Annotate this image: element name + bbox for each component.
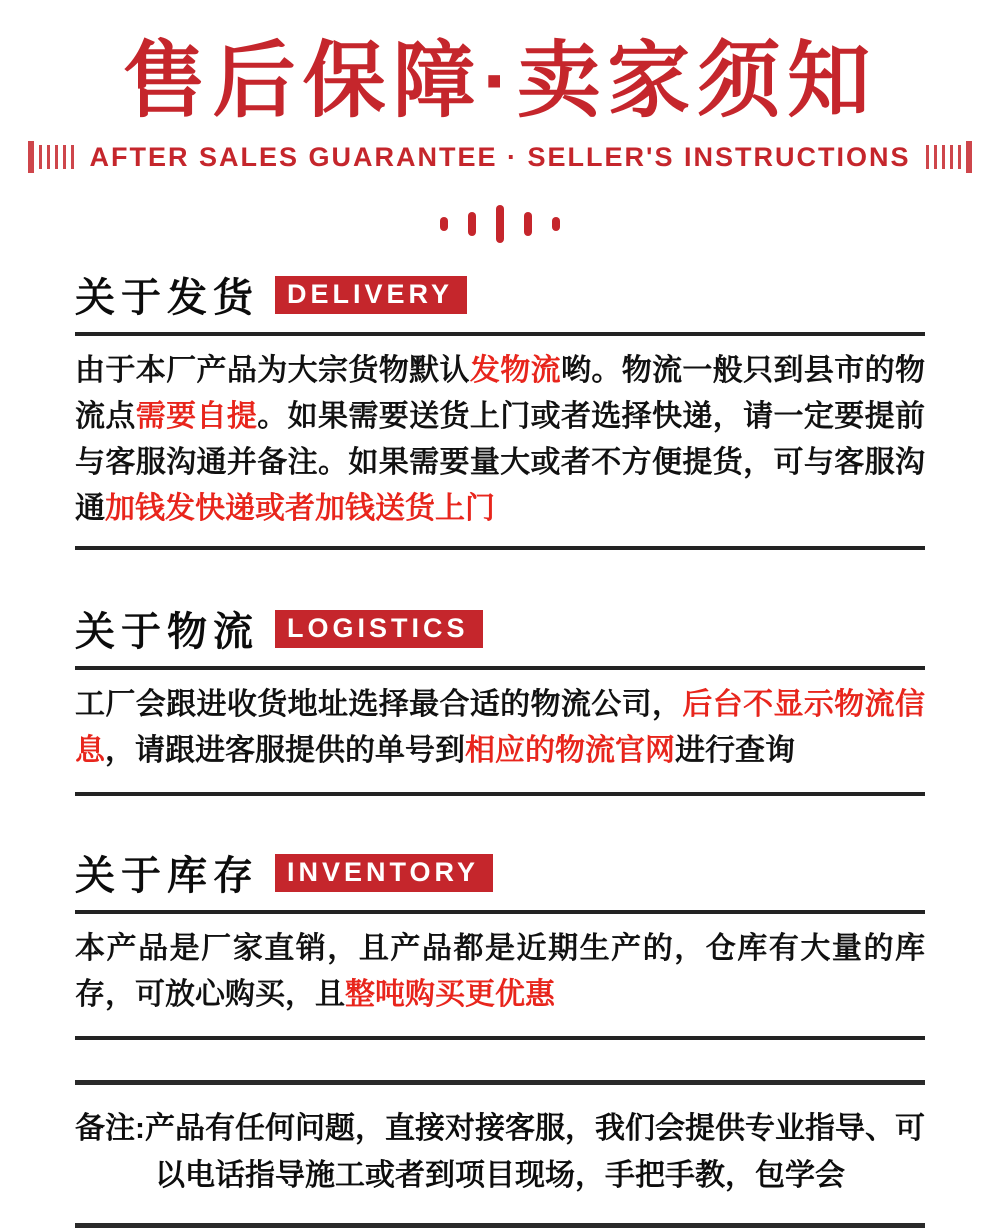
highlight-text: 整吨购买更优惠	[345, 978, 555, 1012]
section-logistics	[75, 600, 925, 796]
divider-line	[75, 546, 925, 550]
section-logistics-badge: LOGISTICS	[275, 610, 483, 648]
body-text: 进行查询	[675, 734, 795, 768]
banner	[0, 0, 1000, 244]
divider-bars-icon	[0, 204, 1000, 244]
highlight-text: 发物流	[469, 354, 561, 388]
section-delivery	[75, 266, 925, 550]
divider-line	[75, 1223, 925, 1228]
note-block	[0, 1080, 1000, 1228]
highlight-text: 相应的物流官网	[465, 734, 675, 768]
body-text: 工厂会跟进收货地址选择最合适的物流公司，	[75, 688, 683, 722]
left-bars-icon	[28, 140, 74, 174]
section-inventory	[75, 844, 925, 1040]
highlight-text: 加钱发快递或者加钱送货上门	[105, 492, 495, 526]
subtitle-row	[0, 140, 1000, 174]
section-delivery-paragraph	[75, 336, 925, 546]
section-inventory-paragraph	[75, 914, 925, 1036]
body-text: 本产品是厂家直销，且产品都是近期生产的，仓库有大量的库存，可放心购买，且	[75, 932, 925, 1012]
body-text: ，请跟进客服提供的单号到	[105, 734, 465, 768]
content	[0, 266, 1000, 1040]
right-bars-icon	[926, 140, 972, 174]
section-delivery-header	[75, 266, 925, 323]
section-delivery-badge: DELIVERY	[275, 276, 467, 314]
section-logistics-paragraph	[75, 670, 925, 792]
section-logistics-header	[75, 600, 925, 657]
highlight-text: 需要自提	[135, 400, 258, 434]
body-text: 。如果需要送货上门或者选择快递，请一定要提前与客服沟通并备注。如果需要量大或者不方便提货，可与客服沟通	[75, 400, 926, 526]
section-inventory-title: 关于库存	[75, 854, 259, 899]
section-delivery-title: 关于发货	[75, 276, 259, 321]
section-inventory-badge: INVENTORY	[275, 854, 493, 892]
section-inventory-header	[75, 844, 925, 901]
page-title: 售后保障·卖家须知	[122, 34, 878, 127]
body-text: 由于本厂产品为大宗货物默认	[75, 354, 470, 388]
page-subtitle: AFTER SALES GUARANTEE · SELLER'S INSTRUCTIONS	[89, 141, 911, 172]
body-text: 哟。物流一般只到县市的物流点	[75, 354, 926, 434]
divider-line	[75, 1036, 925, 1040]
section-logistics-title: 关于物流	[75, 610, 259, 655]
note-text: 备注:产品有任何问题，直接对接客服，我们会提供专业指导、可以电话指导施工或者到项目现场，手把手教，包学会	[75, 1112, 925, 1193]
divider-line	[75, 792, 925, 796]
highlight-text: 后台不显示物流信息	[75, 688, 926, 768]
